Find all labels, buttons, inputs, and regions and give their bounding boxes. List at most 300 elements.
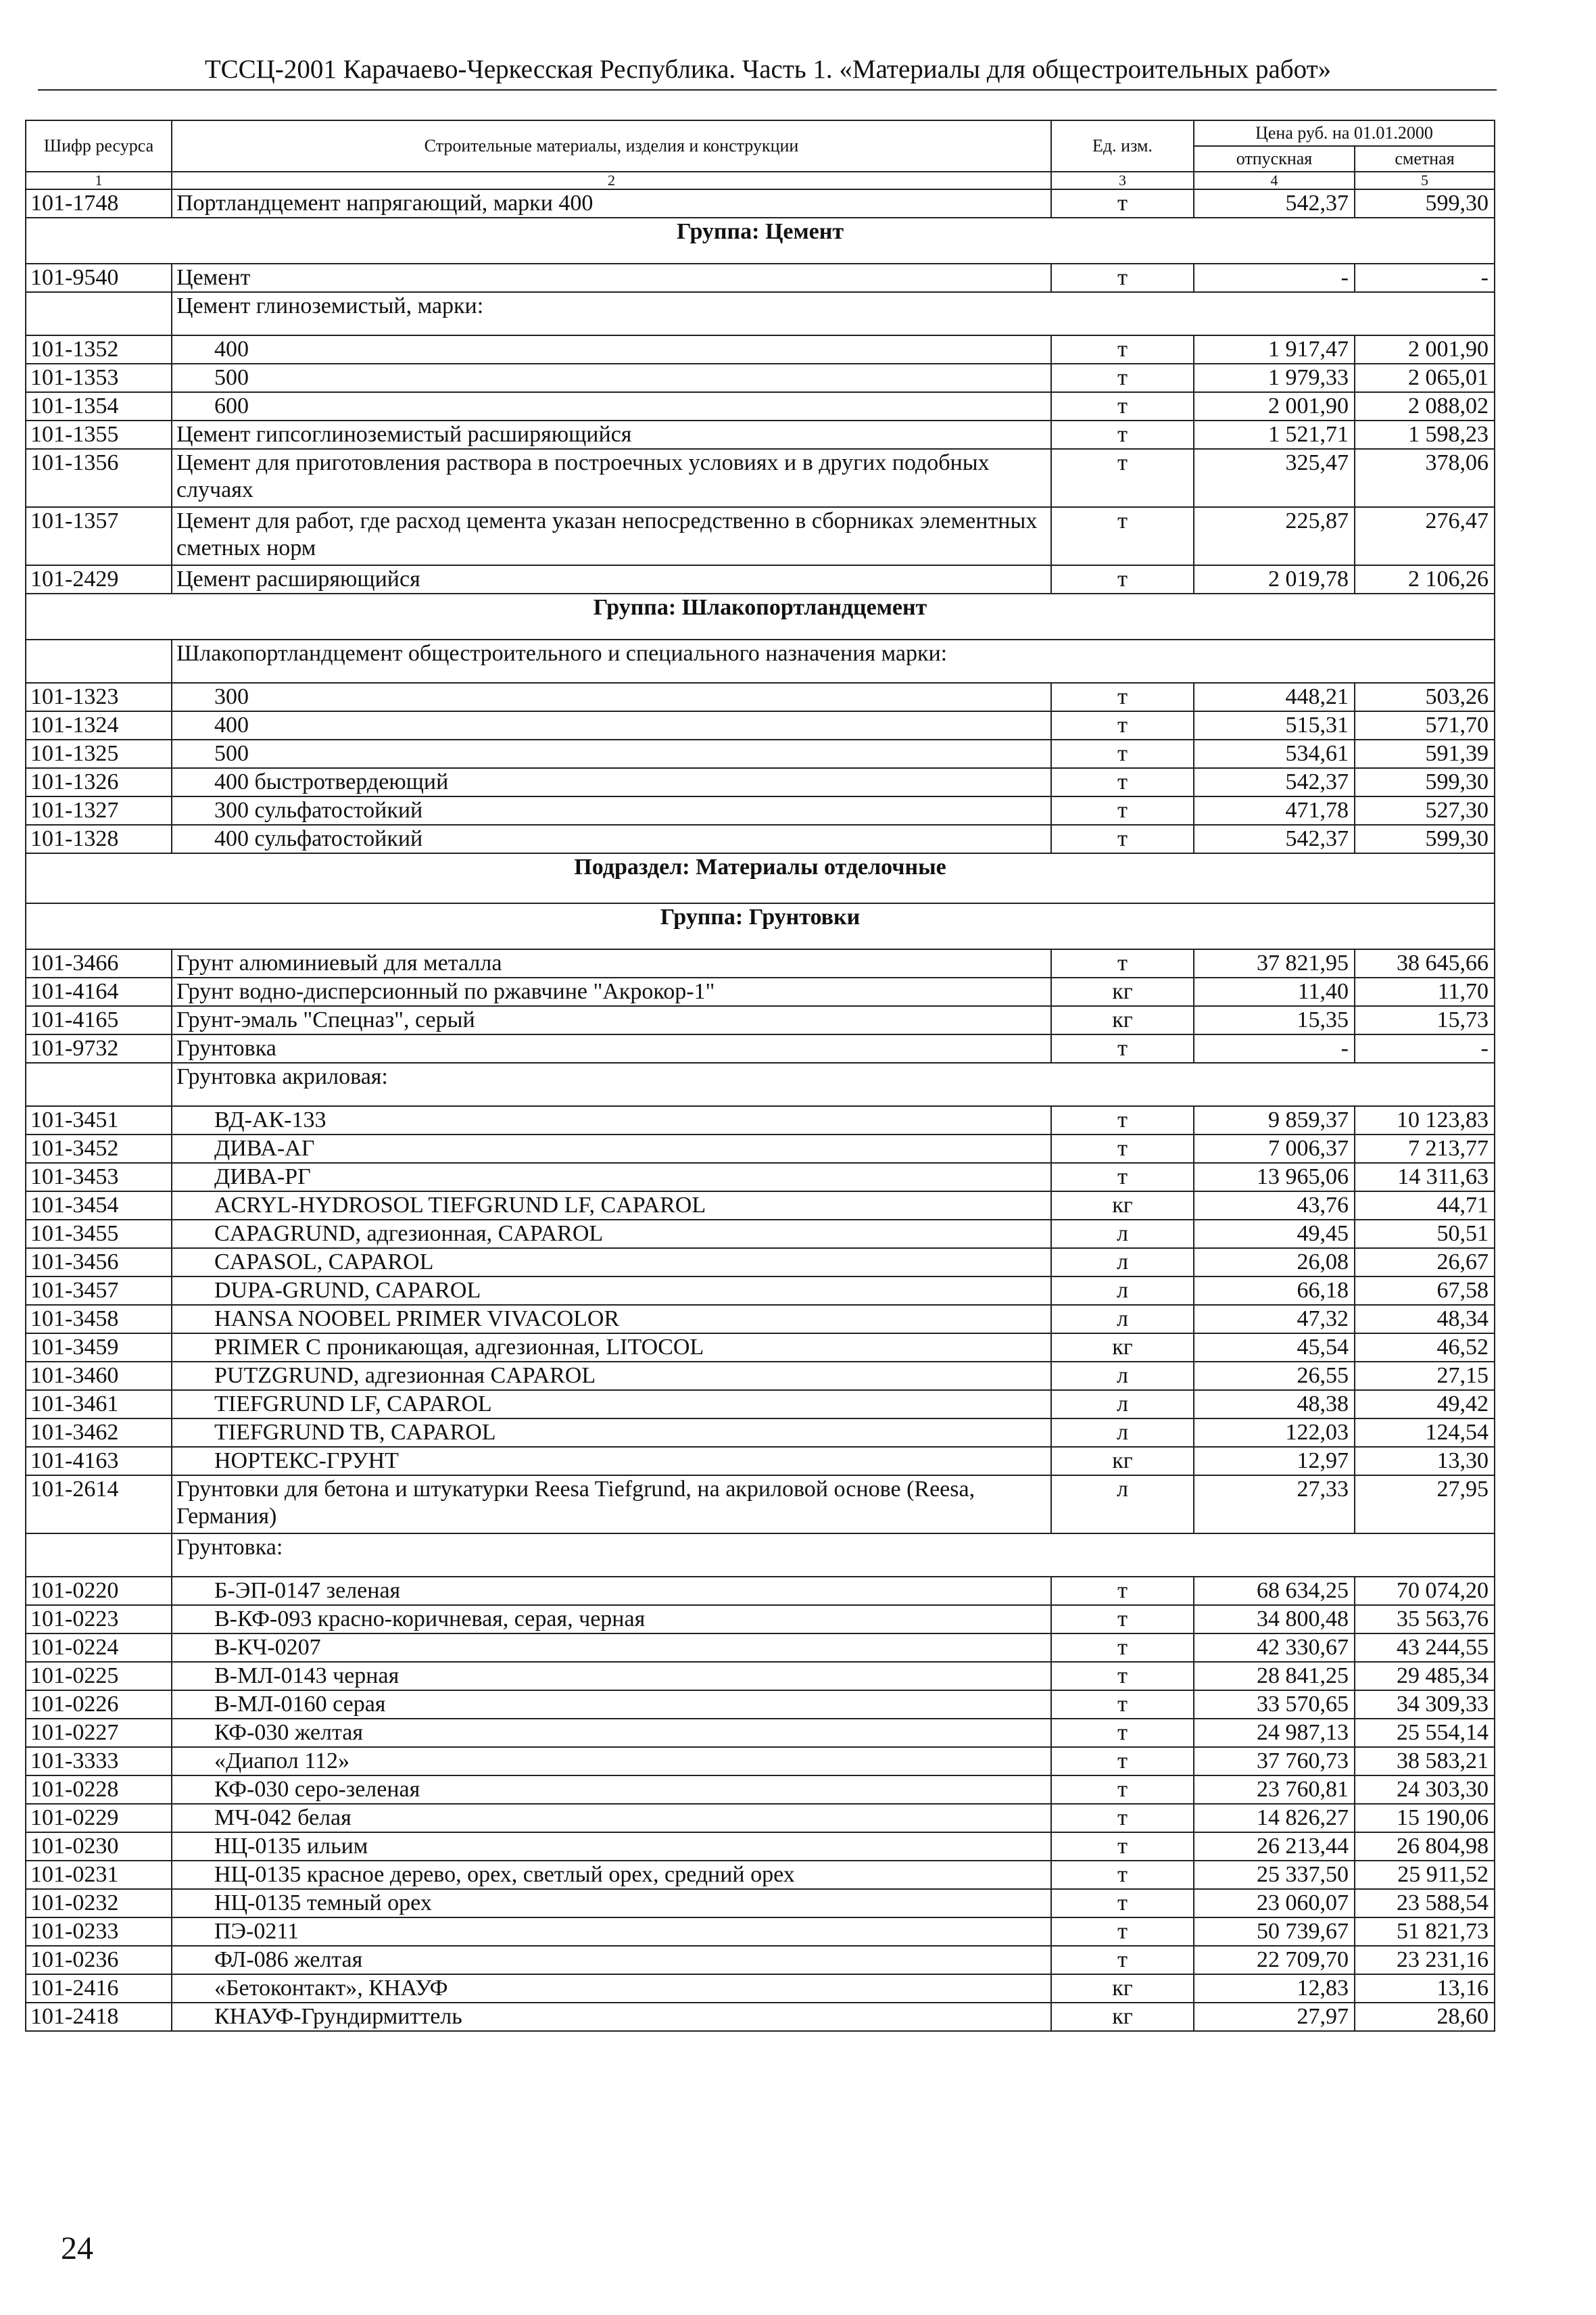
material-name: МЧ-042 белая — [172, 1804, 1051, 1832]
unit-of-measure: т — [1051, 1577, 1194, 1605]
estimate-price: 43 244,55 — [1355, 1633, 1495, 1662]
table-row — [26, 768, 1495, 796]
material-name: 500 — [172, 364, 1051, 392]
release-price: 37 821,95 — [1194, 949, 1355, 978]
resource-code: 101-3457 — [26, 1276, 172, 1305]
release-price: 471,78 — [1194, 796, 1355, 825]
material-name: Портландцемент напрягающий, марки 400 — [172, 189, 1051, 218]
estimate-price: 2 088,02 — [1355, 392, 1495, 421]
material-name: Б-ЭП-0147 зеленая — [172, 1577, 1051, 1605]
material-name: 500 — [172, 740, 1051, 768]
resource-code: 101-1327 — [26, 796, 172, 825]
unit-of-measure: т — [1051, 189, 1194, 218]
material-name: PRIMER C проникающая, адгезионная, LITOCOL — [172, 1333, 1051, 1362]
estimate-price: 34 309,33 — [1355, 1690, 1495, 1719]
estimate-price: 13,30 — [1355, 1447, 1495, 1475]
table-row — [26, 1390, 1495, 1418]
release-price: 26 213,44 — [1194, 1832, 1355, 1861]
unit-of-measure: т — [1051, 1163, 1194, 1191]
estimate-price: 24 303,30 — [1355, 1775, 1495, 1804]
release-price: 13 965,06 — [1194, 1163, 1355, 1191]
unit-of-measure: кг — [1051, 2003, 1194, 2031]
estimate-price: 27,95 — [1355, 1475, 1495, 1533]
unit-of-measure: т — [1051, 1135, 1194, 1163]
table-row — [26, 711, 1495, 740]
unit-of-measure: т — [1051, 949, 1194, 978]
resource-code: 101-9732 — [26, 1034, 172, 1063]
table-row — [26, 1719, 1495, 1747]
resource-code: 101-3456 — [26, 1248, 172, 1276]
estimate-price: 276,47 — [1355, 507, 1495, 565]
table-row — [26, 1662, 1495, 1690]
release-price: 2 019,78 — [1194, 565, 1355, 594]
column-number: 4 — [1194, 172, 1355, 189]
material-name: Цемент расширяющийся — [172, 565, 1051, 594]
material-name: Грунт водно-дисперсионный по ржавчине "Акрокор-1" — [172, 978, 1051, 1006]
table-row — [26, 264, 1495, 292]
table-row — [26, 1305, 1495, 1333]
table-row — [26, 1106, 1495, 1135]
column-number: 1 — [26, 172, 172, 189]
estimate-price: 70 074,20 — [1355, 1577, 1495, 1605]
material-name: 400 быстротвердеющий — [172, 768, 1051, 796]
table-row — [26, 1475, 1495, 1533]
resource-code: 101-3458 — [26, 1305, 172, 1333]
unit-of-measure: л — [1051, 1390, 1194, 1418]
resource-code: 101-0227 — [26, 1719, 172, 1747]
table-row — [26, 2003, 1495, 2031]
table-row — [26, 1006, 1495, 1034]
material-name: ПЭ-0211 — [172, 1917, 1051, 1946]
table-row — [26, 1135, 1495, 1163]
release-price: 122,03 — [1194, 1418, 1355, 1447]
release-price: 225,87 — [1194, 507, 1355, 565]
material-name: Цемент для работ, где расход цемента указан непосредственно в сборниках элементных сметных норм — [172, 507, 1051, 565]
resource-code: 101-0232 — [26, 1889, 172, 1917]
estimate-price: 23 231,16 — [1355, 1946, 1495, 1974]
resource-code: 101-1353 — [26, 364, 172, 392]
release-price: 12,83 — [1194, 1974, 1355, 2003]
estimate-price: 13,16 — [1355, 1974, 1495, 2003]
release-price: 12,97 — [1194, 1447, 1355, 1475]
table-row — [26, 1191, 1495, 1220]
estimate-price: 38 645,66 — [1355, 949, 1495, 978]
resource-code: 101-1354 — [26, 392, 172, 421]
unit-of-measure: т — [1051, 1633, 1194, 1662]
release-price: 27,97 — [1194, 2003, 1355, 2031]
unit-of-measure: л — [1051, 1248, 1194, 1276]
header-unit: Ед. изм. — [1051, 120, 1194, 172]
material-name: HANSA NOOBEL PRIMER VIVACOLOR — [172, 1305, 1051, 1333]
material-name: ACRYL-HYDROSOL TIEFGRUND LF, CAPAROL — [172, 1191, 1051, 1220]
group-heading: Группа: Цемент — [26, 218, 1495, 264]
header-estimate-price: сметная — [1355, 146, 1495, 172]
release-price: 49,45 — [1194, 1220, 1355, 1248]
resource-code: 101-4163 — [26, 1447, 172, 1475]
release-price: 542,37 — [1194, 189, 1355, 218]
material-name: DUPA-GRUND, CAPAROL — [172, 1276, 1051, 1305]
resource-code: 101-2614 — [26, 1475, 172, 1533]
subheading-label: Цемент глиноземистый, марки: — [172, 292, 1495, 335]
release-price: 542,37 — [1194, 825, 1355, 853]
material-name: 400 сульфатостойкий — [172, 825, 1051, 853]
table-body — [26, 189, 1495, 2031]
unit-of-measure: т — [1051, 364, 1194, 392]
estimate-price: - — [1355, 1034, 1495, 1063]
subheading-row — [26, 1533, 1495, 1577]
release-price: 26,55 — [1194, 1362, 1355, 1390]
release-price: 23 060,07 — [1194, 1889, 1355, 1917]
release-price: 534,61 — [1194, 740, 1355, 768]
material-name: «Бетоконтакт», КНАУФ — [172, 1974, 1051, 2003]
estimate-price: 26 804,98 — [1355, 1832, 1495, 1861]
release-price: 448,21 — [1194, 683, 1355, 711]
table-row — [26, 1832, 1495, 1861]
header-name: Строительные материалы, изделия и конструкции — [172, 120, 1051, 172]
table-row — [26, 1917, 1495, 1946]
table-row — [26, 1889, 1495, 1917]
table-row — [26, 1276, 1495, 1305]
unit-of-measure: кг — [1051, 978, 1194, 1006]
unit-of-measure: т — [1051, 449, 1194, 507]
material-name: КФ-030 желтая — [172, 1719, 1051, 1747]
page-number: 24 — [61, 2230, 93, 2266]
estimate-price: 28,60 — [1355, 2003, 1495, 2031]
table-row — [26, 364, 1495, 392]
table-row — [26, 1577, 1495, 1605]
resource-code: 101-0236 — [26, 1946, 172, 1974]
release-price: 22 709,70 — [1194, 1946, 1355, 1974]
release-price: 15,35 — [1194, 1006, 1355, 1034]
subheading-row — [26, 1063, 1495, 1106]
resource-code: 101-4164 — [26, 978, 172, 1006]
resource-code: 101-3462 — [26, 1418, 172, 1447]
subsection-row — [26, 853, 1495, 903]
table-row — [26, 421, 1495, 449]
unit-of-measure: л — [1051, 1220, 1194, 1248]
unit-of-measure: л — [1051, 1418, 1194, 1447]
resource-code: 101-1324 — [26, 711, 172, 740]
release-price: 26,08 — [1194, 1248, 1355, 1276]
material-name: В-КФ-093 красно-коричневая, серая, черная — [172, 1605, 1051, 1633]
resource-code: 101-3461 — [26, 1390, 172, 1418]
resource-code: 101-3466 — [26, 949, 172, 978]
unit-of-measure: т — [1051, 1946, 1194, 1974]
resource-code: 101-3453 — [26, 1163, 172, 1191]
table-row — [26, 392, 1495, 421]
material-name: ДИВА-РГ — [172, 1163, 1051, 1191]
resource-code: 101-1352 — [26, 335, 172, 364]
resource-code: 101-0233 — [26, 1917, 172, 1946]
release-price: 45,54 — [1194, 1333, 1355, 1362]
table-row — [26, 1747, 1495, 1775]
subheading-label: Грунтовка: — [172, 1533, 1495, 1577]
resource-code: 101-1323 — [26, 683, 172, 711]
release-price: 37 760,73 — [1194, 1747, 1355, 1775]
unit-of-measure: т — [1051, 1775, 1194, 1804]
header-price: Цена руб. на 01.01.2000 — [1194, 120, 1495, 146]
table-row — [26, 1690, 1495, 1719]
estimate-price: 599,30 — [1355, 189, 1495, 218]
unit-of-measure: т — [1051, 683, 1194, 711]
page-title: ТССЦ-2001 Карачаево-Черкесская Республика. Часть 1. «Материалы для общестроительных работ» — [204, 55, 1332, 84]
table-row — [26, 796, 1495, 825]
material-name: НОРТЕКС-ГРУНТ — [172, 1447, 1051, 1475]
release-price: 50 739,67 — [1194, 1917, 1355, 1946]
resource-code: 101-3452 — [26, 1135, 172, 1163]
unit-of-measure: т — [1051, 740, 1194, 768]
table-row — [26, 189, 1495, 218]
resource-code: 101-4165 — [26, 1006, 172, 1034]
group-row — [26, 594, 1495, 640]
unit-of-measure: т — [1051, 1804, 1194, 1832]
resource-code: 101-0220 — [26, 1577, 172, 1605]
estimate-price: 15 190,06 — [1355, 1804, 1495, 1832]
unit-of-measure: т — [1051, 1861, 1194, 1889]
resource-code: 101-1355 — [26, 421, 172, 449]
material-name: ДИВА-АГ — [172, 1135, 1051, 1163]
header-release-price: отпускная — [1194, 146, 1355, 172]
estimate-price: 26,67 — [1355, 1248, 1495, 1276]
table-row — [26, 825, 1495, 853]
unit-of-measure: т — [1051, 1690, 1194, 1719]
unit-of-measure: т — [1051, 1889, 1194, 1917]
unit-of-measure: т — [1051, 264, 1194, 292]
estimate-price: 124,54 — [1355, 1418, 1495, 1447]
table-row — [26, 1775, 1495, 1804]
resource-code: 101-2416 — [26, 1974, 172, 2003]
release-price: 68 634,25 — [1194, 1577, 1355, 1605]
release-price: 27,33 — [1194, 1475, 1355, 1533]
unit-of-measure: л — [1051, 1475, 1194, 1533]
unit-of-measure: т — [1051, 565, 1194, 594]
table-row — [26, 1220, 1495, 1248]
resource-code: 101-3459 — [26, 1333, 172, 1362]
resource-code: 101-1325 — [26, 740, 172, 768]
material-name: КНАУФ-Грундирмиттель — [172, 2003, 1051, 2031]
group-row — [26, 903, 1495, 949]
group-row — [26, 218, 1495, 264]
resource-code: 101-0230 — [26, 1832, 172, 1861]
estimate-price: 27,15 — [1355, 1362, 1495, 1390]
resource-code: 101-1356 — [26, 449, 172, 507]
subsection-heading: Подраздел: Материалы отделочные — [26, 853, 1495, 903]
estimate-price: 14 311,63 — [1355, 1163, 1495, 1191]
material-name: CAPAGRUND, адгезионная, CAPAROL — [172, 1220, 1051, 1248]
estimate-price: 25 554,14 — [1355, 1719, 1495, 1747]
table-row — [26, 335, 1495, 364]
resource-code: 101-1326 — [26, 768, 172, 796]
material-name: В-МЛ-0160 серая — [172, 1690, 1051, 1719]
release-price: 7 006,37 — [1194, 1135, 1355, 1163]
resource-code: 101-3454 — [26, 1191, 172, 1220]
empty-code-cell — [26, 1533, 172, 1577]
header-code: Шифр ресурса — [26, 120, 172, 172]
estimate-price: 29 485,34 — [1355, 1662, 1495, 1690]
table-row — [26, 1163, 1495, 1191]
estimate-price: 50,51 — [1355, 1220, 1495, 1248]
group-heading: Группа: Шлакопортландцемент — [26, 594, 1495, 640]
estimate-price: 11,70 — [1355, 978, 1495, 1006]
material-name: Грунтовка — [172, 1034, 1051, 1063]
material-name: Цемент для приготовления раствора в построечных условиях и в других подобных случаях — [172, 449, 1051, 507]
resource-code: 101-1748 — [26, 189, 172, 218]
table-row — [26, 1804, 1495, 1832]
release-price: 325,47 — [1194, 449, 1355, 507]
estimate-price: 599,30 — [1355, 768, 1495, 796]
table-row — [26, 449, 1495, 507]
empty-code-cell — [26, 1063, 172, 1106]
estimate-price: 1 598,23 — [1355, 421, 1495, 449]
release-price: 42 330,67 — [1194, 1633, 1355, 1662]
unit-of-measure: кг — [1051, 1333, 1194, 1362]
material-name: ВД-АК-133 — [172, 1106, 1051, 1135]
release-price: 1 521,71 — [1194, 421, 1355, 449]
table-row — [26, 1605, 1495, 1633]
resource-code: 101-1328 — [26, 825, 172, 853]
table-row — [26, 1447, 1495, 1475]
group-heading: Группа: Грунтовки — [26, 903, 1495, 949]
release-price: 23 760,81 — [1194, 1775, 1355, 1804]
release-price: 34 800,48 — [1194, 1605, 1355, 1633]
release-price: 47,32 — [1194, 1305, 1355, 1333]
resource-code: 101-2429 — [26, 565, 172, 594]
column-number: 5 — [1355, 172, 1495, 189]
column-number: 2 — [172, 172, 1051, 189]
material-name: 300 сульфатостойкий — [172, 796, 1051, 825]
unit-of-measure: т — [1051, 1106, 1194, 1135]
unit-of-measure: т — [1051, 796, 1194, 825]
release-price: - — [1194, 264, 1355, 292]
release-price: 24 987,13 — [1194, 1719, 1355, 1747]
unit-of-measure: л — [1051, 1305, 1194, 1333]
table-row — [26, 1034, 1495, 1063]
estimate-price: 527,30 — [1355, 796, 1495, 825]
estimate-price: 35 563,76 — [1355, 1605, 1495, 1633]
estimate-price: 2 106,26 — [1355, 565, 1495, 594]
resource-code: 101-0226 — [26, 1690, 172, 1719]
unit-of-measure: т — [1051, 1917, 1194, 1946]
table-row — [26, 683, 1495, 711]
estimate-price: 49,42 — [1355, 1390, 1495, 1418]
resource-code: 101-9540 — [26, 264, 172, 292]
unit-of-measure: т — [1051, 1747, 1194, 1775]
resource-code: 101-0228 — [26, 1775, 172, 1804]
material-name: НЦ-0135 темный орех — [172, 1889, 1051, 1917]
resource-code: 101-3455 — [26, 1220, 172, 1248]
estimate-price: 10 123,83 — [1355, 1106, 1495, 1135]
estimate-price: 599,30 — [1355, 825, 1495, 853]
resource-code: 101-3451 — [26, 1106, 172, 1135]
resource-code: 101-3333 — [26, 1747, 172, 1775]
unit-of-measure: кг — [1051, 1974, 1194, 2003]
estimate-price: - — [1355, 264, 1495, 292]
release-price: 66,18 — [1194, 1276, 1355, 1305]
subheading-label: Шлакопортландцемент общестроительного и специального назначения марки: — [172, 640, 1495, 683]
unit-of-measure: кг — [1051, 1006, 1194, 1034]
material-name: 400 — [172, 335, 1051, 364]
material-name: Грунтовки для бетона и штукатурки Reesa Tiefgrund, на акриловой основе (Reesa, Германия) — [172, 1475, 1051, 1533]
table-row — [26, 1418, 1495, 1447]
estimate-price: 23 588,54 — [1355, 1889, 1495, 1917]
release-price: - — [1194, 1034, 1355, 1063]
release-price: 48,38 — [1194, 1390, 1355, 1418]
unit-of-measure: т — [1051, 1605, 1194, 1633]
table-row — [26, 1248, 1495, 1276]
resource-code: 101-1357 — [26, 507, 172, 565]
unit-of-measure: т — [1051, 1662, 1194, 1690]
release-price: 25 337,50 — [1194, 1861, 1355, 1889]
unit-of-measure: т — [1051, 768, 1194, 796]
release-price: 1 917,47 — [1194, 335, 1355, 364]
estimate-price: 44,71 — [1355, 1191, 1495, 1220]
unit-of-measure: т — [1051, 1832, 1194, 1861]
release-price: 9 859,37 — [1194, 1106, 1355, 1135]
material-name: Цемент гипсоглиноземистый расширяющийся — [172, 421, 1051, 449]
resource-code: 101-0231 — [26, 1861, 172, 1889]
table-row — [26, 1362, 1495, 1390]
table-row — [26, 978, 1495, 1006]
material-name: В-МЛ-0143 черная — [172, 1662, 1051, 1690]
resource-code: 101-0224 — [26, 1633, 172, 1662]
release-price: 11,40 — [1194, 978, 1355, 1006]
release-price: 28 841,25 — [1194, 1662, 1355, 1690]
material-name: 300 — [172, 683, 1051, 711]
unit-of-measure: т — [1051, 825, 1194, 853]
release-price: 33 570,65 — [1194, 1690, 1355, 1719]
resource-code: 101-3460 — [26, 1362, 172, 1390]
estimate-price: 2 065,01 — [1355, 364, 1495, 392]
release-price: 43,76 — [1194, 1191, 1355, 1220]
table-row — [26, 1333, 1495, 1362]
material-name: CAPASOL, CAPAROL — [172, 1248, 1051, 1276]
table-row — [26, 1633, 1495, 1662]
material-name: В-КЧ-0207 — [172, 1633, 1051, 1662]
resource-code: 101-0225 — [26, 1662, 172, 1690]
unit-of-measure: л — [1051, 1276, 1194, 1305]
table-row — [26, 740, 1495, 768]
unit-of-measure: т — [1051, 1719, 1194, 1747]
unit-of-measure: т — [1051, 392, 1194, 421]
unit-of-measure: кг — [1051, 1191, 1194, 1220]
material-name: НЦ-0135 ильим — [172, 1832, 1051, 1861]
subheading-row — [26, 640, 1495, 683]
release-price: 515,31 — [1194, 711, 1355, 740]
table-row — [26, 1974, 1495, 2003]
release-price: 2 001,90 — [1194, 392, 1355, 421]
unit-of-measure: т — [1051, 335, 1194, 364]
material-name: Грунт алюминиевый для металла — [172, 949, 1051, 978]
estimate-price: 48,34 — [1355, 1305, 1495, 1333]
title-rule — [38, 89, 1497, 91]
unit-of-measure: т — [1051, 711, 1194, 740]
price-table — [25, 120, 1495, 2032]
material-name: 600 — [172, 392, 1051, 421]
unit-of-measure: кг — [1051, 1447, 1194, 1475]
table-row — [26, 949, 1495, 978]
column-number: 3 — [1051, 172, 1194, 189]
unit-of-measure: т — [1051, 1034, 1194, 1063]
estimate-price: 38 583,21 — [1355, 1747, 1495, 1775]
estimate-price: 51 821,73 — [1355, 1917, 1495, 1946]
material-name: ФЛ-086 желтая — [172, 1946, 1051, 1974]
estimate-price: 7 213,77 — [1355, 1135, 1495, 1163]
material-name: Цемент — [172, 264, 1051, 292]
material-name: Грунт-эмаль "Спецназ", серый — [172, 1006, 1051, 1034]
unit-of-measure: л — [1051, 1362, 1194, 1390]
estimate-price: 46,52 — [1355, 1333, 1495, 1362]
material-name: TIEFGRUND TB, CAPAROL — [172, 1418, 1051, 1447]
